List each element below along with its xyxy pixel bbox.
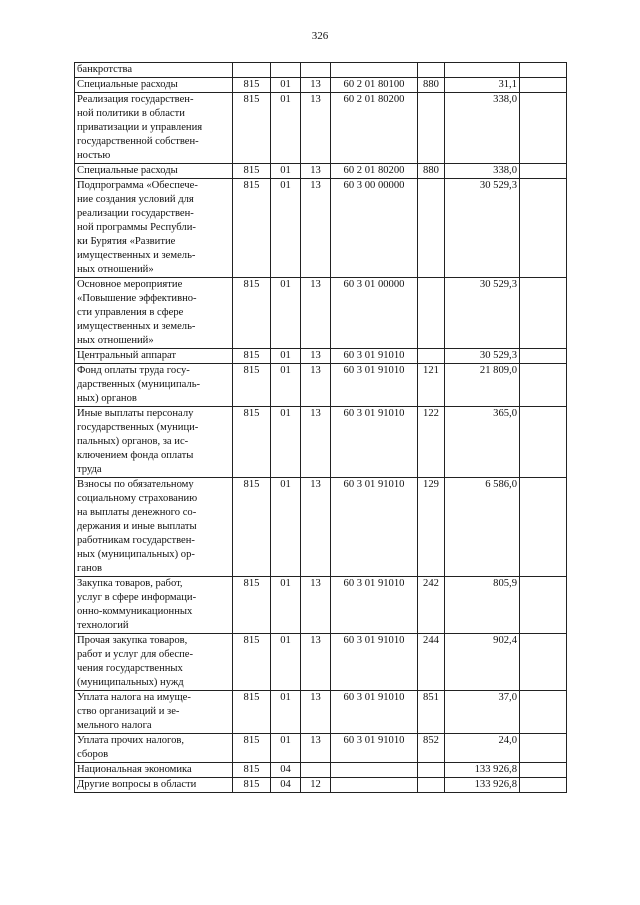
empty-cell <box>520 778 567 793</box>
table-row <box>75 734 567 763</box>
row-name-cell: Центральный аппарат <box>75 349 233 364</box>
target-article-cell: 60 3 01 91010 <box>331 691 418 734</box>
dept-code-cell: 815 <box>233 478 271 577</box>
budget-table <box>74 62 567 793</box>
expense-type-cell <box>418 179 445 278</box>
row-name-cell: Уплата налога на имуще- ство организаций и зе- мельного налога <box>75 691 233 734</box>
row-name-cell: Закупка товаров, работ, услуг в сфере информаци- онно-коммуникационных технологий <box>75 577 233 634</box>
empty-cell <box>520 78 567 93</box>
subsection-code-cell: 13 <box>301 577 331 634</box>
empty-cell <box>520 364 567 407</box>
target-article-cell: 60 3 01 91010 <box>331 364 418 407</box>
row-name-cell: Основное мероприятие «Повышение эффективно- сти управления в сфере имущественных и земель- ных отношений» <box>75 278 233 349</box>
subsection-code-cell: 13 <box>301 78 331 93</box>
amount-cell <box>445 63 520 78</box>
empty-cell <box>520 164 567 179</box>
subsection-code-cell: 13 <box>301 634 331 691</box>
target-article-cell: 60 3 00 00000 <box>331 179 418 278</box>
page-number: 326 <box>311 30 329 42</box>
empty-cell <box>520 577 567 634</box>
empty-cell <box>520 734 567 763</box>
amount-cell: 365,0 <box>445 407 520 478</box>
expense-type-cell: 129 <box>418 478 445 577</box>
section-code-cell: 04 <box>271 778 301 793</box>
row-name-cell: Иные выплаты персоналу государственных (муници- пальных) органов, за ис- ключением фонда оплаты труда <box>75 407 233 478</box>
dept-code-cell: 815 <box>233 78 271 93</box>
empty-cell <box>520 407 567 478</box>
expense-type-cell: 880 <box>418 78 445 93</box>
table-row <box>75 478 567 577</box>
dept-code-cell: 815 <box>233 577 271 634</box>
row-name-cell: Уплата прочих налогов, сборов <box>75 734 233 763</box>
section-code-cell <box>271 63 301 78</box>
dept-code-cell: 815 <box>233 164 271 179</box>
dept-code-cell: 815 <box>233 407 271 478</box>
target-article-cell: 60 2 01 80200 <box>331 164 418 179</box>
row-name-cell: Прочая закупка товаров, работ и услуг для обеспе- чения государственных (муниципальных) нужд <box>75 634 233 691</box>
expense-type-cell: 121 <box>418 364 445 407</box>
dept-code-cell: 815 <box>233 93 271 164</box>
section-code-cell: 01 <box>271 78 301 93</box>
section-code-cell: 01 <box>271 407 301 478</box>
subsection-code-cell: 13 <box>301 407 331 478</box>
subsection-code-cell: 12 <box>301 778 331 793</box>
expense-type-cell: 851 <box>418 691 445 734</box>
section-code-cell: 01 <box>271 734 301 763</box>
empty-cell <box>520 349 567 364</box>
table-row <box>75 691 567 734</box>
amount-cell: 24,0 <box>445 734 520 763</box>
amount-cell: 21 809,0 <box>445 364 520 407</box>
dept-code-cell: 815 <box>233 179 271 278</box>
target-article-cell: 60 2 01 80200 <box>331 93 418 164</box>
table-row <box>75 164 567 179</box>
expense-type-cell <box>418 93 445 164</box>
amount-cell: 30 529,3 <box>445 349 520 364</box>
table-row <box>75 349 567 364</box>
target-article-cell: 60 3 01 91010 <box>331 734 418 763</box>
table-row <box>75 577 567 634</box>
subsection-code-cell: 13 <box>301 478 331 577</box>
table-row <box>75 407 567 478</box>
section-code-cell: 01 <box>271 93 301 164</box>
empty-cell <box>520 179 567 278</box>
dept-code-cell: 815 <box>233 778 271 793</box>
subsection-code-cell: 13 <box>301 734 331 763</box>
row-name-cell: Реализация государствен- ной политики в области приватизации и управления государственной собствен- ностью <box>75 93 233 164</box>
table-row <box>75 179 567 278</box>
amount-cell: 338,0 <box>445 93 520 164</box>
dept-code-cell <box>233 63 271 78</box>
subsection-code-cell <box>301 763 331 778</box>
table-row <box>75 78 567 93</box>
row-name-cell: банкротства <box>75 63 233 78</box>
empty-cell <box>520 278 567 349</box>
amount-cell: 31,1 <box>445 78 520 93</box>
dept-code-cell: 815 <box>233 349 271 364</box>
expense-type-cell: 122 <box>418 407 445 478</box>
section-code-cell: 01 <box>271 278 301 349</box>
table-row <box>75 63 567 78</box>
amount-cell: 902,4 <box>445 634 520 691</box>
subsection-code-cell: 13 <box>301 164 331 179</box>
amount-cell: 133 926,8 <box>445 763 520 778</box>
expense-type-cell: 852 <box>418 734 445 763</box>
target-article-cell: 60 3 01 00000 <box>331 278 418 349</box>
empty-cell <box>520 63 567 78</box>
target-article-cell: 60 3 01 91010 <box>331 407 418 478</box>
row-name-cell: Другие вопросы в области <box>75 778 233 793</box>
row-name-cell: Подпрограмма «Обеспече- ние создания условий для реализации государствен- ной программы Республи- ки Бурятия «Развитие имущественных и земель- ных отношений» <box>75 179 233 278</box>
table-body <box>75 63 567 793</box>
dept-code-cell: 815 <box>233 734 271 763</box>
empty-cell <box>520 478 567 577</box>
subsection-code-cell: 13 <box>301 93 331 164</box>
target-article-cell: 60 3 01 91010 <box>331 478 418 577</box>
table-row <box>75 278 567 349</box>
amount-cell: 133 926,8 <box>445 778 520 793</box>
row-name-cell: Фонд оплаты труда госу- дарственных (муниципаль- ных) органов <box>75 364 233 407</box>
dept-code-cell: 815 <box>233 278 271 349</box>
section-code-cell: 01 <box>271 164 301 179</box>
section-code-cell: 01 <box>271 691 301 734</box>
target-article-cell <box>331 763 418 778</box>
amount-cell: 30 529,3 <box>445 278 520 349</box>
dept-code-cell: 815 <box>233 364 271 407</box>
row-name-cell: Национальная экономика <box>75 763 233 778</box>
expense-type-cell <box>418 63 445 78</box>
target-article-cell: 60 3 01 91010 <box>331 349 418 364</box>
expense-type-cell: 880 <box>418 164 445 179</box>
table-row <box>75 93 567 164</box>
expense-type-cell <box>418 349 445 364</box>
target-article-cell <box>331 63 418 78</box>
expense-type-cell <box>418 763 445 778</box>
table-row <box>75 634 567 691</box>
target-article-cell <box>331 778 418 793</box>
amount-cell: 805,9 <box>445 577 520 634</box>
table-row <box>75 763 567 778</box>
expense-type-cell: 244 <box>418 634 445 691</box>
dept-code-cell: 815 <box>233 763 271 778</box>
amount-cell: 338,0 <box>445 164 520 179</box>
section-code-cell: 01 <box>271 349 301 364</box>
amount-cell: 37,0 <box>445 691 520 734</box>
table-row <box>75 778 567 793</box>
section-code-cell: 01 <box>271 577 301 634</box>
section-code-cell: 01 <box>271 478 301 577</box>
table-row <box>75 364 567 407</box>
section-code-cell: 04 <box>271 763 301 778</box>
expense-type-cell: 242 <box>418 577 445 634</box>
subsection-code-cell: 13 <box>301 278 331 349</box>
target-article-cell: 60 3 01 91010 <box>331 634 418 691</box>
subsection-code-cell <box>301 63 331 78</box>
row-name-cell: Специальные расходы <box>75 78 233 93</box>
expense-type-cell <box>418 778 445 793</box>
subsection-code-cell: 13 <box>301 364 331 407</box>
amount-cell: 30 529,3 <box>445 179 520 278</box>
empty-cell <box>520 634 567 691</box>
empty-cell <box>520 763 567 778</box>
subsection-code-cell: 13 <box>301 349 331 364</box>
section-code-cell: 01 <box>271 364 301 407</box>
row-name-cell: Специальные расходы <box>75 164 233 179</box>
subsection-code-cell: 13 <box>301 179 331 278</box>
dept-code-cell: 815 <box>233 634 271 691</box>
row-name-cell: Взносы по обязательному социальному страхованию на выплаты денежного со- держания и иные выплаты работникам государствен- ных (муниципальных) ор- ганов <box>75 478 233 577</box>
empty-cell <box>520 93 567 164</box>
empty-cell <box>520 691 567 734</box>
amount-cell: 6 586,0 <box>445 478 520 577</box>
expense-type-cell <box>418 278 445 349</box>
subsection-code-cell: 13 <box>301 691 331 734</box>
target-article-cell: 60 2 01 80100 <box>331 78 418 93</box>
section-code-cell: 01 <box>271 179 301 278</box>
dept-code-cell: 815 <box>233 691 271 734</box>
section-code-cell: 01 <box>271 634 301 691</box>
target-article-cell: 60 3 01 91010 <box>331 577 418 634</box>
